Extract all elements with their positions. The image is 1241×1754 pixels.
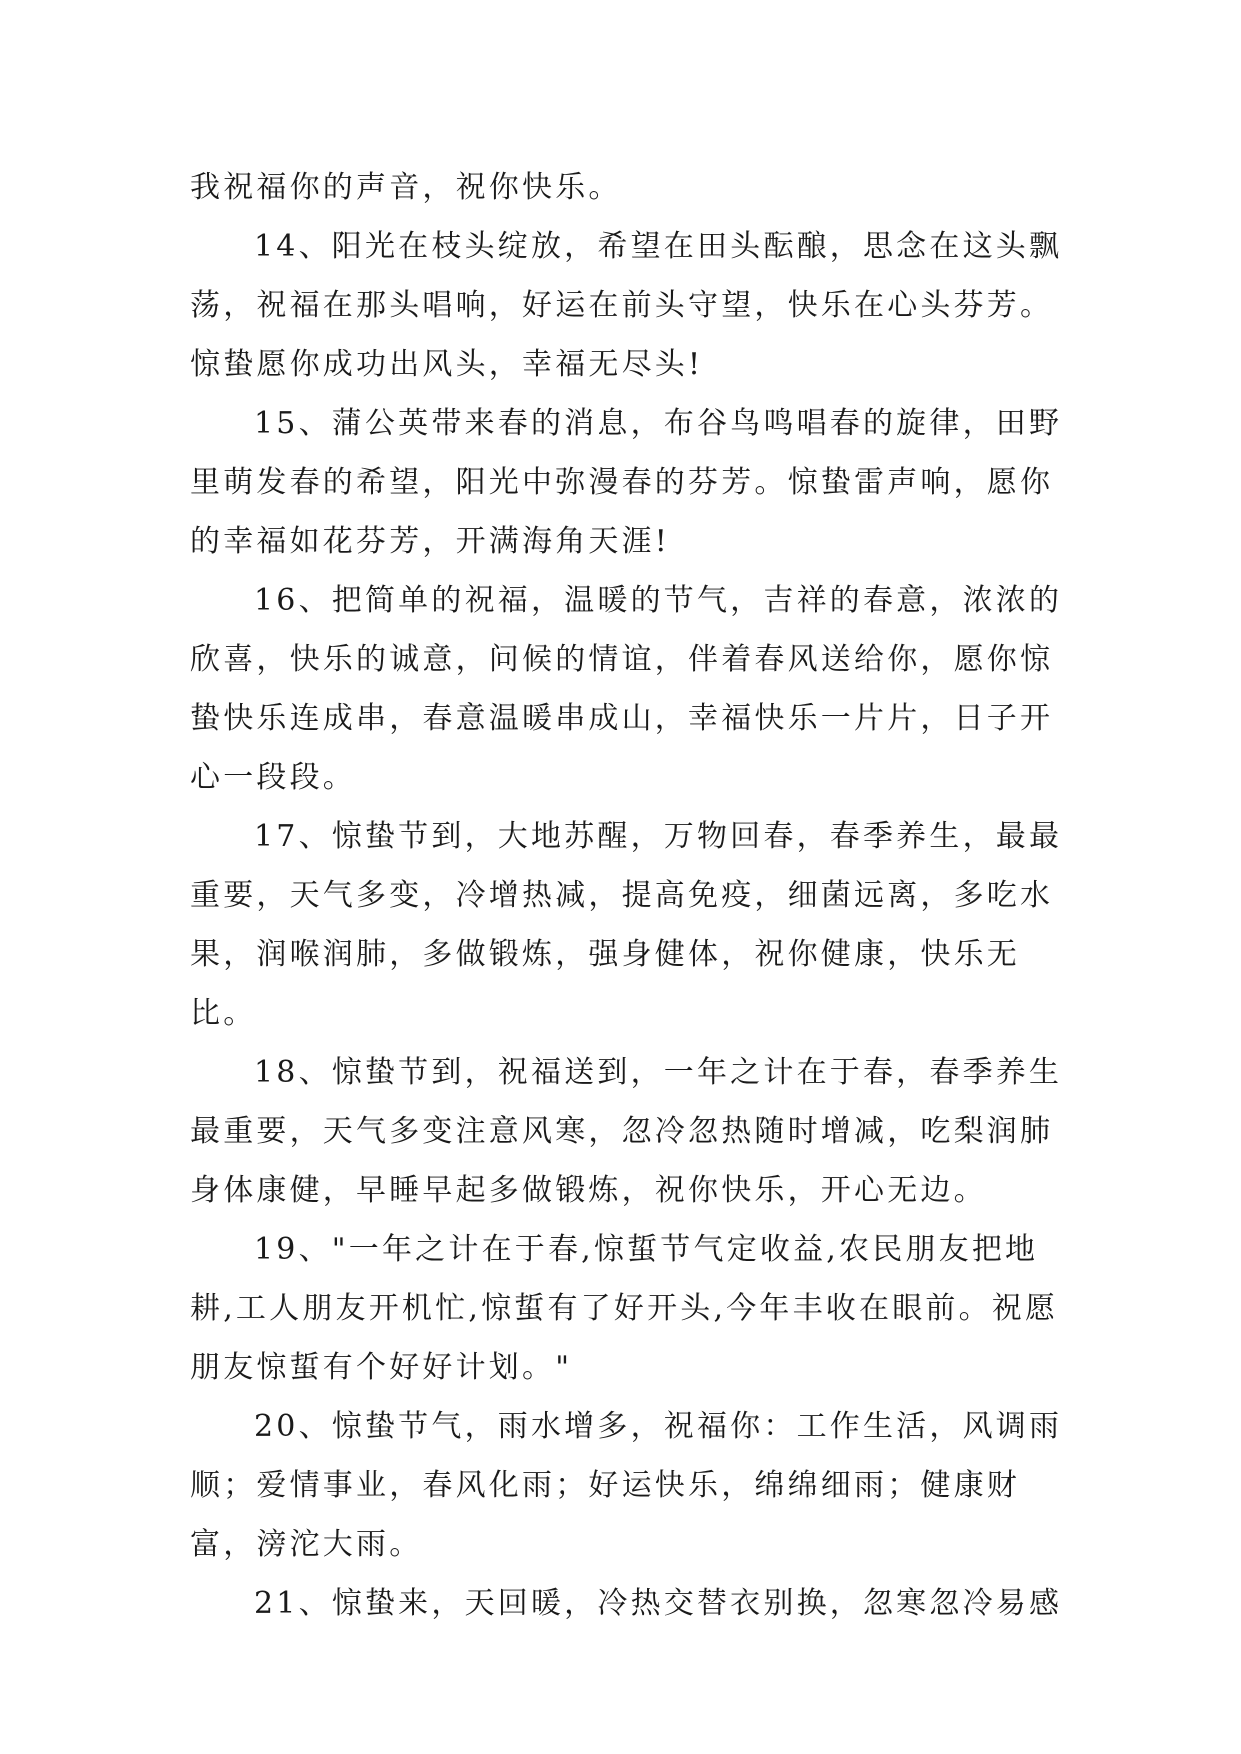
paragraph-21: 21、惊蛰来，天回暖，冷热交替衣别换，忽寒忽冷易感 [254,1586,1063,1621]
paragraph-19: 19、"一年之计在于春,惊蜇节气定收益,农民朋友把地耕,工人朋友开机忙,惊蜇有了好开头,今年丰收在眼前。祝愿朋友惊蜇有个好好计划。" [190,1232,1059,1385]
paragraph-14: 14、阳光在枝头绽放，希望在田头酝酿，思念在这头飘荡，祝福在那头唱响，好运在前头守望，快乐在心头芬芳。惊蛰愿你成功出风头，幸福无尽头! [190,229,1063,382]
paragraph-17: 17、惊蛰节到，大地苏醒，万物回春，春季养生，最最重要，天气多变，冷增热减，提高免疫，细菌远离，多吃水果，润喉润肺，多做锻炼，强身健体，祝你健康，快乐无比。 [190,819,1063,1031]
document-body [190,158,1070,1633]
paragraph-20: 20、惊蛰节气，雨水增多，祝福你：工作生活，风调雨顺；爱情事业，春风化雨；好运快乐，绵绵细雨；健康财富，滂沱大雨。 [190,1409,1063,1562]
paragraph-continuation: 我祝福你的声音，祝你快乐。 [190,170,622,205]
paragraph-16: 16、把简单的祝福，温暖的节气，吉祥的春意，浓浓的欣喜，快乐的诚意，问候的情谊，伴着春风送给你，愿你惊蛰快乐连成串，春意温暖串成山，幸福快乐一片片，日子开心一段段。 [190,583,1063,795]
paragraph-18: 18、惊蛰节到，祝福送到，一年之计在于春，春季养生最重要，天气多变注意风寒，忽冷忽热随时增减，吃梨润肺身体康健，早睡早起多做锻炼，祝你快乐，开心无边。 [190,1055,1063,1208]
paragraph-15: 15、蒲公英带来春的消息，布谷鸟鸣唱春的旋律，田野里萌发春的希望，阳光中弥漫春的芬芳。惊蛰雷声响，愿你的幸福如花芬芳，开满海角天涯! [190,406,1063,559]
